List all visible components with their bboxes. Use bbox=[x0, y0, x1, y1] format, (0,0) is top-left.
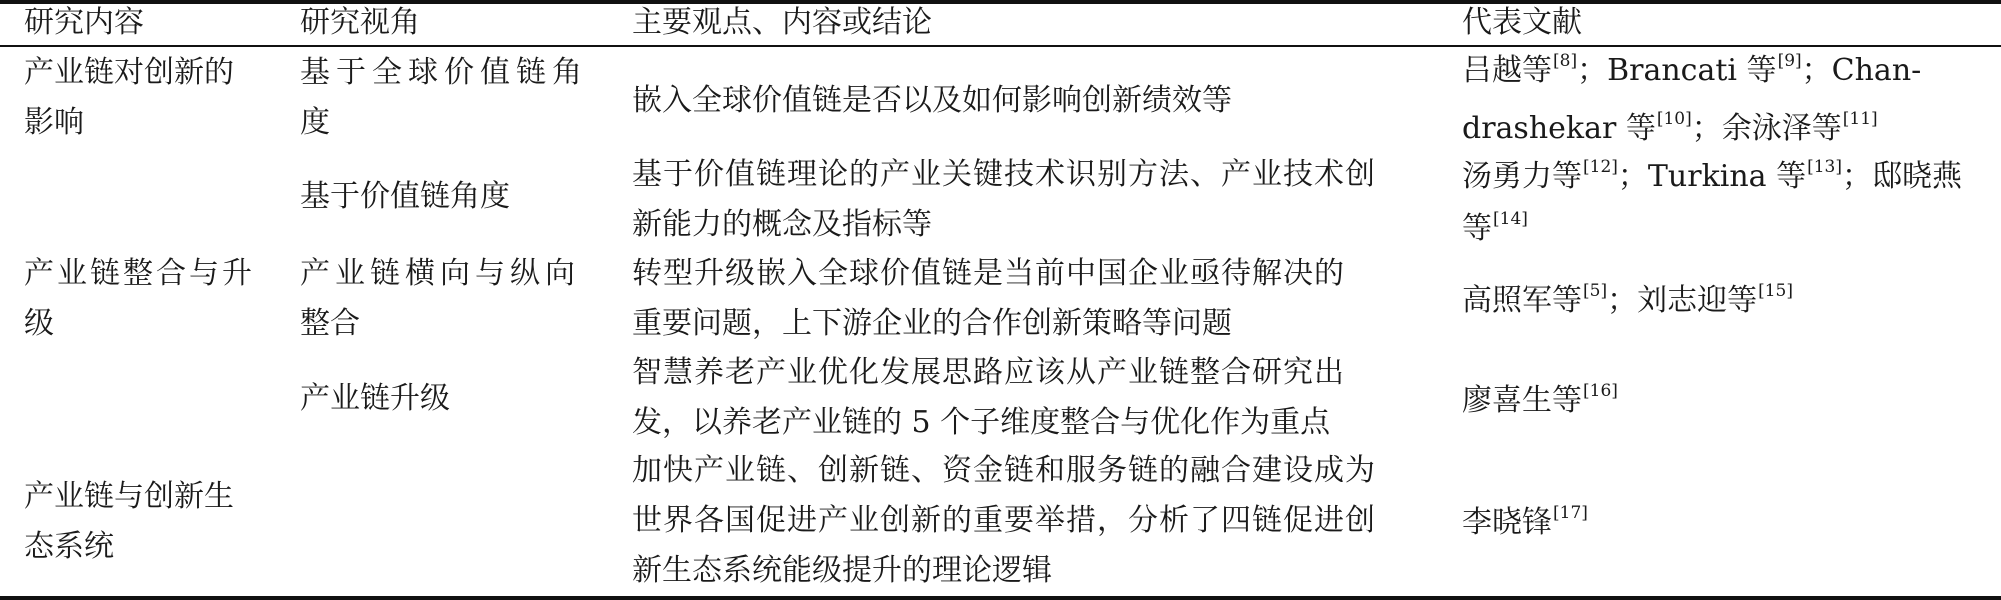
citation-11: [11] bbox=[1842, 109, 1878, 129]
row2-view-line1: 基于价值链理论的产业关键技术识别方法、产业技术创 bbox=[632, 157, 1376, 192]
citation-15: [15] bbox=[1758, 281, 1793, 301]
row5-view-line1: 加快产业链、创新链、资金链和服务链的融合建设成为 bbox=[632, 453, 1376, 488]
citation-17: [17] bbox=[1553, 503, 1588, 523]
row4-perspective: 产业链升级 bbox=[300, 381, 450, 416]
row5-refs: 李晓锋[17] bbox=[1462, 503, 1588, 540]
header-research-content: 研究内容 bbox=[24, 5, 144, 40]
row1-content-line1: 产业链对创新的 bbox=[24, 55, 234, 90]
row4-view-line2: 发，以养老产业链的 5 个子维度整合与优化作为重点 bbox=[632, 405, 1331, 440]
header-references: 代表文献 bbox=[1462, 5, 1582, 40]
row2-view-line2: 新能力的概念及指标等 bbox=[632, 207, 932, 242]
citation-13: [13] bbox=[1807, 157, 1843, 177]
row3-perspective-line2: 整合 bbox=[300, 306, 360, 341]
row1-refs-line2: drashekar 等[10]；余泳泽等[11] bbox=[1462, 109, 1878, 146]
citation-8: [8] bbox=[1553, 51, 1578, 71]
row4-refs: 廖喜生等[16] bbox=[1462, 381, 1618, 418]
citation-9: [9] bbox=[1777, 51, 1802, 71]
citation-14: [14] bbox=[1493, 209, 1528, 229]
row3-refs: 高照军等[5]；刘志迎等[15] bbox=[1462, 281, 1793, 318]
row5-view-line3: 新生态系统能级提升的理论逻辑 bbox=[632, 553, 1052, 588]
header-research-perspective: 研究视角 bbox=[300, 5, 420, 40]
row5-content-line2: 态系统 bbox=[24, 529, 114, 564]
row5-content-line1: 产业链与创新生 bbox=[24, 479, 234, 514]
row3-content-line2: 级 bbox=[24, 306, 54, 341]
citation-12: [12] bbox=[1583, 157, 1618, 177]
row3-view-line1: 转型升级嵌入全球价值链是当前中国企业亟待解决的 bbox=[632, 256, 1345, 291]
table-bottom-rule bbox=[0, 596, 2001, 600]
row3-content-line1: 产业链整合与升 bbox=[24, 256, 255, 291]
row2-perspective: 基于价值链角度 bbox=[300, 179, 510, 214]
row3-view-line2: 重要问题，上下游企业的合作创新策略等问题 bbox=[632, 306, 1232, 341]
row1-content-line2: 影响 bbox=[24, 105, 84, 140]
header-main-views: 主要观点、内容或结论 bbox=[632, 5, 932, 40]
row4-view-line1: 智慧养老产业优化发展思路应该从产业链整合研究出 bbox=[632, 355, 1345, 390]
row3-perspective-line1: 产业链横向与纵向 bbox=[300, 256, 580, 291]
row1-perspective-line1: 基于全球价值链角 bbox=[300, 55, 588, 90]
citation-5: [5] bbox=[1583, 281, 1608, 301]
row5-view-line2: 世界各国促进产业创新的重要举措，分析了四链促进创 bbox=[632, 503, 1376, 538]
row1-refs-line1: 吕越等[8]；Brancati 等[9]；Chan- bbox=[1462, 51, 1922, 88]
row2-refs-line1: 汤勇力等[12]；Turkina 等[13]；邸晓燕 bbox=[1462, 157, 1963, 194]
citation-16: [16] bbox=[1583, 381, 1618, 401]
row1-perspective-line2: 度 bbox=[300, 105, 330, 140]
citation-10: [10] bbox=[1656, 109, 1692, 129]
row2-refs-line2: 等[14] bbox=[1462, 209, 1528, 246]
row1-view-line1: 嵌入全球价值链是否以及如何影响创新绩效等 bbox=[632, 83, 1232, 118]
